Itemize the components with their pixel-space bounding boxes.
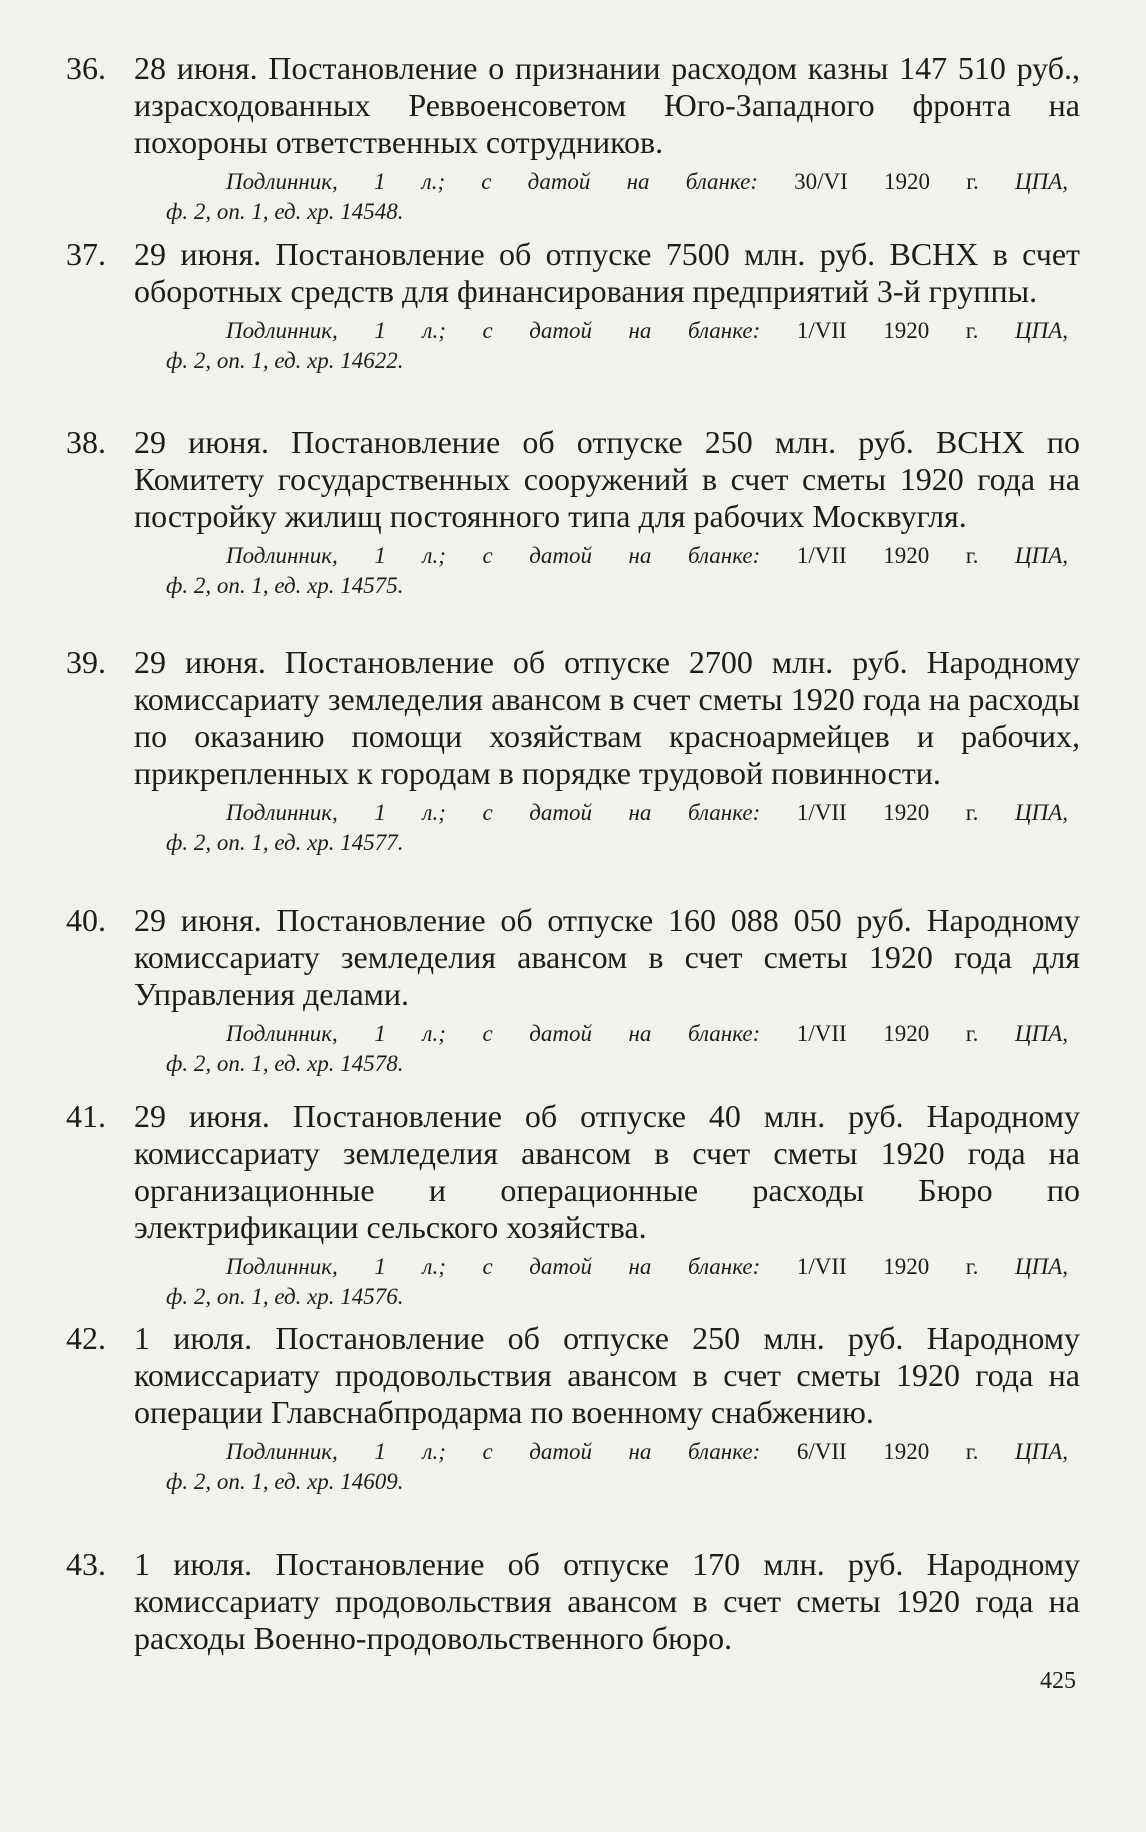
source-type: Подлинник, 1 л.; с датой на бланке:	[226, 1439, 761, 1464]
entry-number: 43.	[66, 1546, 106, 1582]
source-type: Подлинник, 1 л.; с датой на бланке:	[226, 1254, 761, 1279]
entry-number: 36.	[66, 50, 106, 86]
entry-text: 29 июня. Постановление об отпуске 40 млн. руб. Народному комиссариату земледелия авансом в счет сметы 1920 года на организационные и операционные расходы Бюро по электрификации сельского хозяйства.	[134, 1098, 1080, 1245]
entry-text: 29 июня. Постановление об отпуске 160 088 050 руб. Народному комиссариату земледелия авансом в счет сметы 1920 года для Управления делами.	[134, 902, 1080, 1012]
document-entry-40	[66, 902, 1080, 1079]
document-entry-42	[66, 1320, 1080, 1497]
source-note	[66, 1437, 1080, 1497]
source-note	[66, 541, 1080, 601]
source-type: Подлинник, 1 л.; с датой на бланке:	[226, 169, 758, 194]
entry-number: 41.	[66, 1098, 106, 1134]
entry-number: 42.	[66, 1320, 106, 1356]
document-entry-43	[66, 1546, 1080, 1657]
source-archive: ЦПА,	[1014, 800, 1069, 825]
source-reference: ф. 2, оп. 1, ед. хр. 14575.	[166, 573, 404, 598]
source-archive: ЦПА,	[1014, 1439, 1069, 1464]
entry-text: 29 июня. Постановление об отпуске 2700 млн. руб. Народному комиссариату земледелия авансом в счет сметы 1920 года на расходы по оказанию помощи хозяйствам красноармейцев и рабочих, прикрепленных к городам в порядке трудовой повинности.	[134, 644, 1080, 791]
source-reference: ф. 2, оп. 1, ед. хр. 14577.	[166, 830, 404, 855]
source-type: Подлинник, 1 л.; с датой на бланке:	[226, 543, 761, 568]
document-entry-38	[66, 424, 1080, 601]
source-reference: ф. 2, оп. 1, ед. хр. 14548.	[166, 199, 404, 224]
source-type: Подлинник, 1 л.; с датой на бланке:	[226, 800, 761, 825]
entry-text: 1 июля. Постановление об отпуске 170 млн. руб. Народному комиссариату продовольствия авансом в счет сметы 1920 года на расходы Военно-продовольственного бюро.	[134, 1546, 1080, 1656]
source-archive: ЦПА,	[1014, 318, 1069, 343]
source-date: 1/VII 1920 г.	[796, 1021, 979, 1046]
entry-number: 37.	[66, 236, 106, 272]
source-archive: ЦПА,	[1014, 169, 1069, 194]
source-archive: ЦПА,	[1014, 1254, 1069, 1279]
document-entry-36	[66, 50, 1080, 227]
entry-number: 39.	[66, 644, 106, 680]
source-type: Подлинник, 1 л.; с датой на бланке:	[226, 1021, 761, 1046]
entry-text: 28 июня. Постановление о признании расходом казны 147 510 руб., израсходованных Реввоенсоветом Юго-Западного фронта на похороны ответственных сотрудников.	[134, 50, 1080, 160]
source-note	[66, 798, 1080, 858]
document-entry-41	[66, 1098, 1080, 1312]
entry-number: 38.	[66, 424, 106, 460]
source-type: Подлинник, 1 л.; с датой на бланке:	[226, 318, 761, 343]
source-date: 1/VII 1920 г.	[796, 800, 979, 825]
source-date: 30/VI 1920 г.	[794, 169, 979, 194]
source-reference: ф. 2, оп. 1, ед. хр. 14576.	[166, 1284, 404, 1309]
source-reference: ф. 2, оп. 1, ед. хр. 14609.	[166, 1469, 404, 1494]
source-note	[66, 316, 1080, 376]
entry-text: 29 июня. Постановление об отпуске 250 млн. руб. ВСНХ по Комитету государственных сооружений в счет сметы 1920 года на постройку жилищ постоянного типа для рабочих Москвугля.	[134, 424, 1080, 534]
entry-text: 1 июля. Постановление об отпуске 250 млн. руб. Народному комиссариату продовольствия авансом в счет сметы 1920 года на операции Главснабпродарма по военному снабжению.	[134, 1320, 1080, 1430]
document-entry-39	[66, 644, 1080, 858]
source-reference: ф. 2, оп. 1, ед. хр. 14622.	[166, 348, 404, 373]
entry-text: 29 июня. Постановление об отпуске 7500 млн. руб. ВСНХ в счет оборотных средств для финансирования предприятий 3-й группы.	[134, 236, 1080, 309]
source-archive: ЦПА,	[1014, 543, 1069, 568]
source-note	[66, 1019, 1080, 1079]
source-archive: ЦПА,	[1014, 1021, 1069, 1046]
source-note	[66, 167, 1080, 227]
source-date: 6/VII 1920 г.	[796, 1439, 979, 1464]
source-date: 1/VII 1920 г.	[796, 1254, 979, 1279]
source-date: 1/VII 1920 г.	[796, 543, 979, 568]
entry-number: 40.	[66, 902, 106, 938]
page-number: 425	[1040, 1668, 1076, 1694]
source-note	[66, 1252, 1080, 1312]
source-date: 1/VII 1920 г.	[796, 318, 979, 343]
document-entry-37	[66, 236, 1080, 376]
source-reference: ф. 2, оп. 1, ед. хр. 14578.	[166, 1051, 404, 1076]
